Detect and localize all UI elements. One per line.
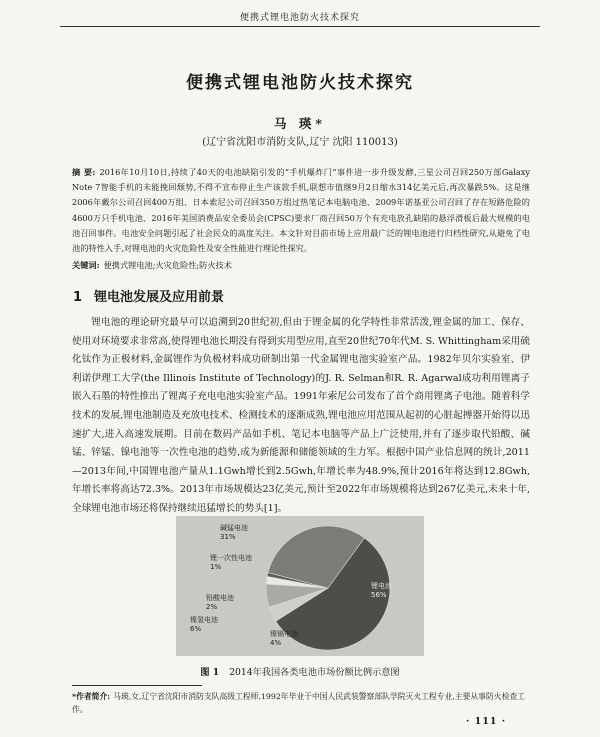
- author-footnote: [72, 690, 530, 716]
- running-head: 便携式锂电池防火技术探究: [239, 13, 360, 23]
- pie-label-name: 铅酸电池: [206, 594, 234, 602]
- pie-chart-figure: [176, 516, 424, 656]
- body-paragraph: 锂电池的理论研究最早可以追溯到20世纪初,但由于锂金属的化学特性非常活泼,锂金属的加工、保存、使用对环境要求非常高,使得锂电池长期没有得到实用型应用,直至20世纪70年代M. S. Whittingham采用硫化钛作为正极材料,金属锂作为负极材料成功研制出第一代金属锂电池实验室产品。1982年贝尔实验室、伊利诺伊理工大学(the Illinois Institute of Technology)的J. R. Selman和R. R. Agarwal成功利用锂离子嵌入石墨的特性推出了锂离子充电电池实验室产品。1991年索尼公司发布了首个商用锂离子电池。随着科学技术的发展,锂电池制造及充放电技术、检测技术的逐渐成熟,锂电池应用范围从起初的心脏起搏器开始得以迅速扩大,进入高速发展期。目前在数码产品如手机、笔记本电脑等产品上广泛使用,并有了逐步取代铅酸、碱锰、锌锰、镍电池等一次性电池的趋势,成为新能源和储能领域的生力军。根据中国产业信息网的统计,2011—2013年间,中国锂电池产量从1.1Gwh增长到2.5Gwh,年增长率为48.9%,预计2016年将达到12.8Gwh,年增长率将高达72.3%。2013年市场规模达23亿美元,预计至2022年市场规模将达到267亿美元,未来十年,全球锂电池市场还将保持继续迅猛增长的势头[1]。: [72, 317, 530, 514]
- pie-label-value: 6%: [190, 625, 202, 633]
- pie-label-3: [206, 594, 234, 612]
- footnote-text: 马瑛,女,辽宁省沈阳市消防支队高级工程师,1992年毕业于中国人民武装警察部队学院灭火工程专业,主要从事防火检查工作。: [72, 692, 525, 714]
- figure-caption-text: 2014年我国各类电池市场份额比例示意图: [229, 667, 400, 678]
- pie-label-5: [220, 524, 248, 542]
- header-rule: [60, 26, 540, 27]
- pie-label-value: 31%: [220, 533, 236, 541]
- page-number: · 111 ·: [466, 716, 507, 727]
- footnote-label: *作者简介:: [72, 692, 111, 701]
- pie-label-name: 镍氢电池: [190, 616, 218, 624]
- pie-label-value: 4%: [270, 639, 282, 647]
- section-number: 1: [73, 290, 83, 305]
- pie-label-name: 锂一次性电池: [210, 554, 252, 562]
- abstract: [72, 165, 530, 256]
- abstract-label: 摘 要:: [72, 167, 96, 177]
- keywords: [72, 260, 530, 271]
- pie-label-name: 锂电池: [371, 582, 392, 590]
- author-name: 马 瑛*: [274, 116, 326, 131]
- pie-label-value: 2%: [206, 603, 218, 611]
- keywords-text: 便携式锂电池;火灾危险性;防火技术: [103, 260, 232, 270]
- paper-title: 便携式锂电池防火技术探究: [186, 73, 414, 93]
- pie-label-name: 镍镉电池: [270, 630, 298, 638]
- figure-caption: [0, 664, 600, 678]
- abstract-text: 2016年10月10日,持续了40天的电池缺陷引发的“手机爆炸门”事件进一步升级发酵,三星公司召回250万部Galaxy Note 7智能手机的未能挽回颓势,不得不宣布停止生产该款手机,联想市值继9月2日缩水314亿美元后,再次暴跌5%。这是继2006年戴尔公司召回400万组、日本索尼公司召回350万组过热笔记本电脑电池、2009年诺基亚公司召回了存在短路危险的4600万只手机电池、2016年美国消费品安全委员会(CPSC)要求厂商召回50万个有充电放孔缺陷的悬浮滑板后最大规模的电池召回事件。电池安全问题引起了社会民众的高度关注。本文针对目前市场上应用最广泛的锂电池进行归档性研究,从避免了电池的特性入手,对锂电池的火灾危险性及安全性能进行理论性探究。: [72, 167, 530, 254]
- pie-label-1: [270, 630, 298, 648]
- pie-label-2: [190, 616, 218, 634]
- pie-label-4: [210, 554, 252, 572]
- pie-label-value: 56%: [371, 591, 387, 599]
- footnote-rule: [72, 685, 202, 686]
- section-title-text: 锂电池发展及应用前景: [94, 290, 225, 305]
- figure-number: 图 1: [200, 667, 220, 678]
- keywords-label: 关键词:: [72, 260, 100, 270]
- pie-label-0: [371, 582, 392, 600]
- section-heading: [73, 286, 224, 305]
- author-affiliation: (辽宁省沈阳市消防支队,辽宁 沈阳 110013): [202, 137, 398, 148]
- pie-label-value: 1%: [210, 563, 222, 571]
- pie-label-name: 碱锰电池: [220, 524, 248, 532]
